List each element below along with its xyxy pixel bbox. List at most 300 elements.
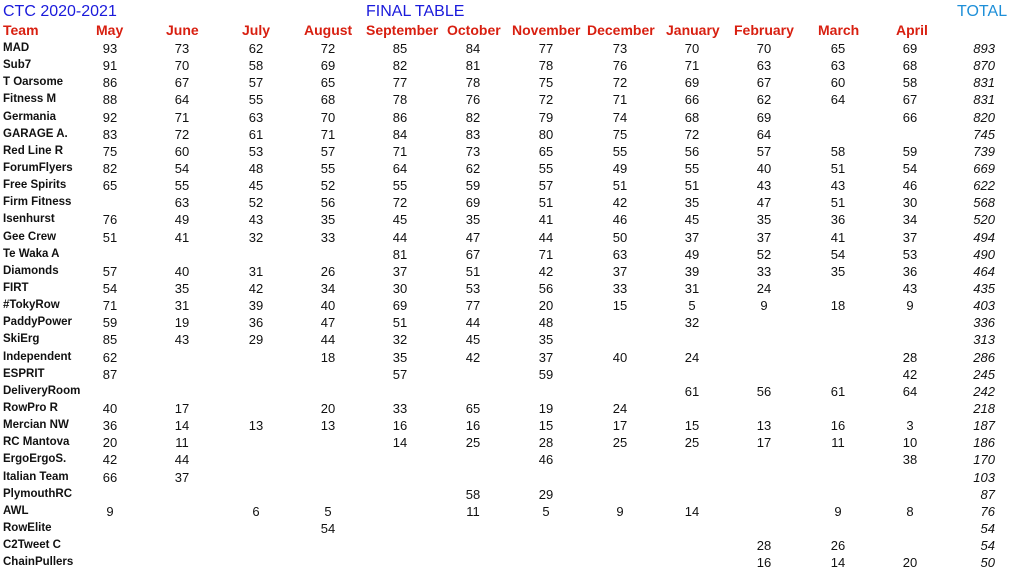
month-score: 25 bbox=[684, 435, 700, 451]
month-score: 37 bbox=[684, 229, 700, 245]
table-row bbox=[0, 91, 1024, 108]
month-score: 54 bbox=[102, 280, 118, 296]
team-total: 313 bbox=[973, 332, 995, 348]
month-score: 44 bbox=[392, 229, 408, 245]
team-name: Germania bbox=[3, 110, 57, 123]
month-score: 61 bbox=[248, 126, 264, 142]
month-score: 85 bbox=[392, 41, 408, 56]
month-score: 33 bbox=[392, 400, 408, 416]
table-row bbox=[0, 109, 1024, 126]
month-score: 63 bbox=[174, 195, 190, 211]
month-score: 35 bbox=[392, 349, 408, 365]
team-name: Gee Crew bbox=[3, 230, 57, 243]
month-score: 11 bbox=[831, 435, 845, 451]
month-score: 49 bbox=[684, 246, 700, 262]
month-score: 20 bbox=[538, 298, 554, 314]
team-total: 494 bbox=[973, 229, 995, 245]
month-score: 93 bbox=[102, 41, 118, 56]
month-score: 65 bbox=[102, 178, 118, 194]
month-score: 36 bbox=[902, 263, 918, 279]
month-score: 51 bbox=[830, 195, 846, 211]
month-score: 35 bbox=[684, 195, 700, 211]
month-score: 11 bbox=[466, 503, 480, 519]
team-total: 739 bbox=[973, 143, 995, 159]
team-name: Sub7 bbox=[3, 59, 32, 72]
month-score: 70 bbox=[174, 58, 190, 74]
month-score: 63 bbox=[756, 58, 772, 74]
month-score: 59 bbox=[465, 178, 481, 194]
month-score: 52 bbox=[320, 178, 336, 194]
month-score: 25 bbox=[612, 435, 628, 451]
month-score: 65 bbox=[538, 143, 554, 159]
table-row bbox=[0, 246, 1024, 263]
table-row bbox=[0, 537, 1024, 554]
month-score: 78 bbox=[538, 58, 554, 74]
month-score: 55 bbox=[684, 160, 700, 176]
table-row bbox=[0, 331, 1024, 348]
month-score: 9 bbox=[906, 298, 914, 314]
month-score: 75 bbox=[538, 75, 554, 91]
month-score: 54 bbox=[320, 520, 336, 536]
month-score: 9 bbox=[760, 298, 768, 314]
month-score: 18 bbox=[830, 298, 846, 314]
month-score: 32 bbox=[248, 229, 264, 245]
month-score: 41 bbox=[830, 229, 846, 245]
month-score: 16 bbox=[392, 418, 408, 434]
month-score: 16 bbox=[465, 418, 481, 434]
team-total: 103 bbox=[973, 469, 995, 485]
month-score: 87 bbox=[102, 366, 118, 382]
month-score: 61 bbox=[684, 383, 700, 399]
month-score: 32 bbox=[392, 332, 408, 348]
month-score: 19 bbox=[174, 315, 190, 331]
month-score: 15 bbox=[684, 418, 700, 434]
month-score: 26 bbox=[830, 538, 846, 554]
month-score: 71 bbox=[174, 109, 190, 125]
month-score: 17 bbox=[756, 435, 772, 451]
month-score: 28 bbox=[902, 349, 918, 365]
team-total: 435 bbox=[973, 280, 995, 296]
team-name: ChainPullers bbox=[3, 556, 74, 569]
month-score: 35 bbox=[465, 212, 481, 228]
team-name: RowElite bbox=[3, 521, 52, 534]
month-score: 59 bbox=[102, 315, 118, 331]
team-name: PaddyPower bbox=[3, 316, 73, 329]
month-score: 54 bbox=[174, 160, 190, 176]
month-score: 66 bbox=[102, 469, 118, 485]
month-score: 75 bbox=[102, 143, 118, 159]
month-score: 44 bbox=[320, 332, 336, 348]
month-score: 66 bbox=[684, 92, 700, 108]
month-score: 88 bbox=[102, 92, 118, 108]
month-score: 51 bbox=[392, 315, 408, 331]
team-name: RowPro R bbox=[3, 401, 58, 414]
month-score: 41 bbox=[538, 212, 554, 228]
month-score: 35 bbox=[538, 332, 554, 348]
team-total: 568 bbox=[973, 195, 995, 211]
month-score: 35 bbox=[830, 263, 846, 279]
month-score: 35 bbox=[756, 212, 772, 228]
team-total: 186 bbox=[973, 435, 995, 451]
month-score: 77 bbox=[392, 75, 408, 91]
month-score: 64 bbox=[174, 92, 190, 108]
team-name: DeliveryRoom bbox=[3, 384, 81, 397]
table-row bbox=[0, 434, 1024, 451]
month-score: 67 bbox=[756, 75, 772, 91]
month-score: 20 bbox=[320, 400, 336, 416]
month-score: 34 bbox=[902, 212, 918, 228]
month-score: 62 bbox=[102, 349, 118, 365]
month-score: 46 bbox=[902, 178, 918, 194]
month-header-september: September bbox=[366, 22, 439, 38]
month-score: 44 bbox=[538, 229, 554, 245]
month-score: 78 bbox=[392, 92, 408, 108]
month-score: 43 bbox=[902, 280, 918, 296]
table-row bbox=[0, 280, 1024, 297]
month-score: 40 bbox=[612, 349, 628, 365]
month-score: 69 bbox=[756, 109, 772, 125]
month-score: 58 bbox=[465, 486, 481, 502]
month-score: 81 bbox=[465, 58, 481, 74]
month-score: 46 bbox=[538, 452, 554, 468]
month-score: 48 bbox=[248, 160, 264, 176]
month-score: 76 bbox=[465, 92, 481, 108]
month-score: 14 bbox=[392, 435, 408, 451]
month-score: 30 bbox=[902, 195, 918, 211]
month-score: 18 bbox=[320, 349, 336, 365]
month-score: 5 bbox=[688, 298, 696, 314]
team-total: 170 bbox=[973, 452, 995, 468]
month-score: 31 bbox=[174, 298, 190, 314]
month-header-may: May bbox=[96, 22, 124, 38]
month-score: 63 bbox=[248, 109, 264, 125]
team-name: Mercian NW bbox=[3, 419, 69, 432]
team-name: SkiErg bbox=[3, 333, 40, 346]
table-row bbox=[0, 503, 1024, 520]
table-row bbox=[0, 349, 1024, 366]
month-score: 60 bbox=[174, 143, 190, 159]
team-total: 336 bbox=[973, 315, 995, 331]
month-score: 86 bbox=[102, 75, 118, 91]
table-row bbox=[0, 297, 1024, 314]
month-score: 49 bbox=[174, 212, 190, 228]
table-row bbox=[0, 469, 1024, 486]
team-total: 403 bbox=[973, 298, 995, 314]
team-name: ESPRIT bbox=[3, 367, 45, 380]
month-score: 55 bbox=[248, 92, 264, 108]
team-name: ErgoErgoS. bbox=[3, 453, 67, 466]
team-total: 87 bbox=[980, 486, 995, 502]
month-score: 83 bbox=[465, 126, 481, 142]
team-total: 870 bbox=[973, 58, 995, 74]
month-score: 34 bbox=[320, 280, 336, 296]
month-score: 9 bbox=[834, 503, 842, 519]
month-score: 38 bbox=[902, 452, 918, 468]
month-score: 55 bbox=[392, 178, 408, 194]
month-score: 45 bbox=[392, 212, 408, 228]
month-score: 55 bbox=[612, 143, 628, 159]
month-score: 24 bbox=[684, 349, 700, 365]
month-score: 61 bbox=[830, 383, 846, 399]
month-score: 45 bbox=[684, 212, 700, 228]
month-score: 72 bbox=[392, 195, 408, 211]
month-score: 17 bbox=[612, 418, 628, 434]
team-total: 245 bbox=[973, 366, 995, 382]
month-score: 76 bbox=[102, 212, 118, 228]
month-header-april: April bbox=[896, 22, 928, 38]
team-total: 745 bbox=[973, 126, 995, 142]
team-name: Red Line R bbox=[3, 144, 64, 157]
month-score: 31 bbox=[684, 280, 700, 296]
month-score: 55 bbox=[174, 178, 190, 194]
month-score: 33 bbox=[612, 280, 628, 296]
month-score: 9 bbox=[106, 503, 114, 519]
team-name: PlymouthRC bbox=[3, 487, 72, 500]
month-score: 37 bbox=[392, 263, 408, 279]
month-header-february: February bbox=[734, 22, 794, 38]
month-score: 54 bbox=[830, 246, 846, 262]
month-score: 78 bbox=[465, 75, 481, 91]
month-score: 53 bbox=[902, 246, 918, 262]
month-score: 8 bbox=[906, 503, 914, 519]
month-score: 62 bbox=[465, 160, 481, 176]
team-name: Fitness M bbox=[3, 93, 57, 106]
total-heading: TOTAL bbox=[957, 3, 1008, 20]
month-score: 85 bbox=[102, 332, 118, 348]
month-score: 56 bbox=[538, 280, 554, 296]
team-name: AWL bbox=[3, 504, 29, 517]
team-total: 286 bbox=[973, 349, 995, 365]
month-score: 43 bbox=[756, 178, 772, 194]
season-title: CTC 2020-2021 bbox=[3, 3, 117, 20]
month-score: 74 bbox=[612, 109, 628, 125]
month-score: 44 bbox=[465, 315, 481, 331]
month-score: 63 bbox=[830, 58, 846, 74]
month-score: 62 bbox=[248, 41, 264, 56]
team-column-header: Team bbox=[3, 22, 39, 38]
month-score: 70 bbox=[756, 41, 772, 56]
standings-table bbox=[0, 40, 1024, 571]
month-score: 72 bbox=[538, 92, 554, 108]
month-score: 72 bbox=[684, 126, 700, 142]
month-score: 19 bbox=[538, 400, 554, 416]
month-score: 25 bbox=[465, 435, 481, 451]
month-score: 53 bbox=[465, 280, 481, 296]
month-score: 31 bbox=[248, 263, 264, 279]
team-total: 622 bbox=[973, 178, 995, 194]
month-score: 69 bbox=[465, 195, 481, 211]
month-score: 42 bbox=[538, 263, 554, 279]
team-name: GARAGE A. bbox=[3, 127, 68, 140]
table-row bbox=[0, 160, 1024, 177]
month-score: 59 bbox=[538, 366, 554, 382]
month-score: 46 bbox=[612, 212, 628, 228]
team-total: 820 bbox=[973, 109, 995, 125]
month-score: 75 bbox=[612, 126, 628, 142]
month-score: 24 bbox=[756, 280, 772, 296]
month-score: 13 bbox=[756, 418, 772, 434]
month-score: 82 bbox=[465, 109, 481, 125]
team-total: 490 bbox=[973, 246, 995, 262]
month-header-july: July bbox=[242, 22, 271, 38]
month-score: 39 bbox=[248, 298, 264, 314]
team-name: #TokyRow bbox=[3, 299, 60, 312]
month-score: 36 bbox=[830, 212, 846, 228]
team-name: Italian Team bbox=[3, 470, 69, 483]
month-score: 83 bbox=[102, 126, 118, 142]
month-score: 30 bbox=[392, 280, 408, 296]
month-score: 80 bbox=[538, 126, 554, 142]
month-score: 57 bbox=[102, 263, 118, 279]
table-row bbox=[0, 383, 1024, 400]
team-total: 76 bbox=[980, 503, 995, 519]
month-score: 42 bbox=[612, 195, 628, 211]
month-score: 43 bbox=[174, 332, 190, 348]
team-name: Isenhurst bbox=[3, 213, 55, 226]
month-score: 79 bbox=[538, 109, 554, 125]
team-total: 54 bbox=[980, 520, 995, 536]
month-score: 15 bbox=[538, 418, 554, 434]
team-name: Independent bbox=[3, 350, 72, 363]
month-score: 55 bbox=[320, 160, 336, 176]
month-score: 51 bbox=[102, 229, 118, 245]
month-score: 11 bbox=[175, 435, 189, 451]
team-total: 218 bbox=[973, 400, 995, 416]
month-header-march: March bbox=[818, 22, 860, 38]
month-score: 17 bbox=[174, 400, 190, 416]
month-score: 67 bbox=[465, 246, 481, 262]
month-score: 58 bbox=[248, 58, 264, 74]
month-score: 73 bbox=[612, 41, 628, 56]
month-score: 10 bbox=[902, 435, 918, 451]
month-score: 84 bbox=[465, 41, 481, 56]
month-score: 29 bbox=[538, 486, 554, 502]
month-score: 69 bbox=[320, 58, 336, 74]
final-table-title: FINAL TABLE bbox=[366, 3, 465, 20]
month-score: 40 bbox=[320, 298, 336, 314]
month-score: 5 bbox=[324, 503, 332, 519]
month-score: 56 bbox=[320, 195, 336, 211]
month-score: 65 bbox=[465, 400, 481, 416]
month-score: 36 bbox=[248, 315, 264, 331]
month-score: 45 bbox=[248, 178, 264, 194]
month-score: 33 bbox=[756, 263, 772, 279]
month-score: 51 bbox=[830, 160, 846, 176]
month-header-august: August bbox=[304, 22, 353, 38]
team-name: RC Mantova bbox=[3, 436, 70, 449]
month-score: 58 bbox=[830, 143, 846, 159]
month-score: 35 bbox=[174, 280, 190, 296]
table-row bbox=[0, 194, 1024, 211]
month-score: 57 bbox=[392, 366, 408, 382]
month-score: 28 bbox=[538, 435, 554, 451]
month-score: 67 bbox=[174, 75, 190, 91]
team-name: ForumFlyers bbox=[3, 161, 73, 174]
month-score: 47 bbox=[320, 315, 336, 331]
month-score: 40 bbox=[756, 160, 772, 176]
table-row bbox=[0, 57, 1024, 74]
month-score: 69 bbox=[684, 75, 700, 91]
month-score: 52 bbox=[756, 246, 772, 262]
month-score: 42 bbox=[248, 280, 264, 296]
table-row bbox=[0, 366, 1024, 383]
month-score: 65 bbox=[320, 75, 336, 91]
month-score: 71 bbox=[612, 92, 628, 108]
month-header-june: June bbox=[166, 22, 199, 38]
month-score: 39 bbox=[684, 263, 700, 279]
month-score: 66 bbox=[902, 109, 918, 125]
month-score: 54 bbox=[902, 160, 918, 176]
month-score: 73 bbox=[174, 41, 190, 56]
table-row bbox=[0, 554, 1024, 571]
month-score: 64 bbox=[830, 92, 846, 108]
month-score: 73 bbox=[465, 143, 481, 159]
month-score: 47 bbox=[465, 229, 481, 245]
team-name: Firm Fitness bbox=[3, 196, 72, 209]
month-score: 15 bbox=[612, 298, 628, 314]
month-score: 9 bbox=[616, 503, 624, 519]
table-row bbox=[0, 177, 1024, 194]
month-score: 20 bbox=[902, 555, 918, 571]
month-score: 51 bbox=[465, 263, 481, 279]
table-row bbox=[0, 520, 1024, 537]
team-total: 831 bbox=[973, 92, 995, 108]
month-score: 57 bbox=[756, 143, 772, 159]
month-score: 58 bbox=[902, 75, 918, 91]
month-score: 63 bbox=[612, 246, 628, 262]
month-score: 70 bbox=[684, 41, 700, 56]
month-score: 37 bbox=[174, 469, 190, 485]
month-score: 37 bbox=[538, 349, 554, 365]
month-score: 14 bbox=[830, 555, 846, 571]
month-score: 84 bbox=[392, 126, 408, 142]
month-score: 51 bbox=[538, 195, 554, 211]
team-total: 464 bbox=[973, 263, 995, 279]
table-row bbox=[0, 229, 1024, 246]
month-score: 81 bbox=[392, 246, 408, 262]
month-score: 77 bbox=[538, 41, 554, 56]
month-score: 20 bbox=[102, 435, 118, 451]
month-header-december: December bbox=[587, 22, 655, 38]
month-score: 57 bbox=[248, 75, 264, 91]
table-row bbox=[0, 211, 1024, 228]
month-score: 32 bbox=[684, 315, 700, 331]
month-score: 14 bbox=[174, 418, 190, 434]
table-row bbox=[0, 74, 1024, 91]
month-score: 86 bbox=[392, 109, 408, 125]
month-score: 68 bbox=[902, 58, 918, 74]
month-score: 26 bbox=[320, 263, 336, 279]
month-score: 56 bbox=[684, 143, 700, 159]
month-score: 76 bbox=[612, 58, 628, 74]
month-score: 37 bbox=[612, 263, 628, 279]
month-score: 6 bbox=[252, 503, 260, 519]
month-score: 40 bbox=[174, 263, 190, 279]
month-score: 57 bbox=[320, 143, 336, 159]
month-score: 82 bbox=[102, 160, 118, 176]
month-header-january: January bbox=[666, 22, 720, 38]
month-score: 16 bbox=[756, 555, 772, 571]
column-header-row bbox=[0, 22, 1024, 39]
table-row bbox=[0, 314, 1024, 331]
month-score: 53 bbox=[248, 143, 264, 159]
month-score: 51 bbox=[684, 178, 700, 194]
table-row bbox=[0, 400, 1024, 417]
month-score: 5 bbox=[542, 503, 550, 519]
month-score: 92 bbox=[102, 109, 118, 125]
month-score: 64 bbox=[392, 160, 408, 176]
month-score: 55 bbox=[538, 160, 554, 176]
